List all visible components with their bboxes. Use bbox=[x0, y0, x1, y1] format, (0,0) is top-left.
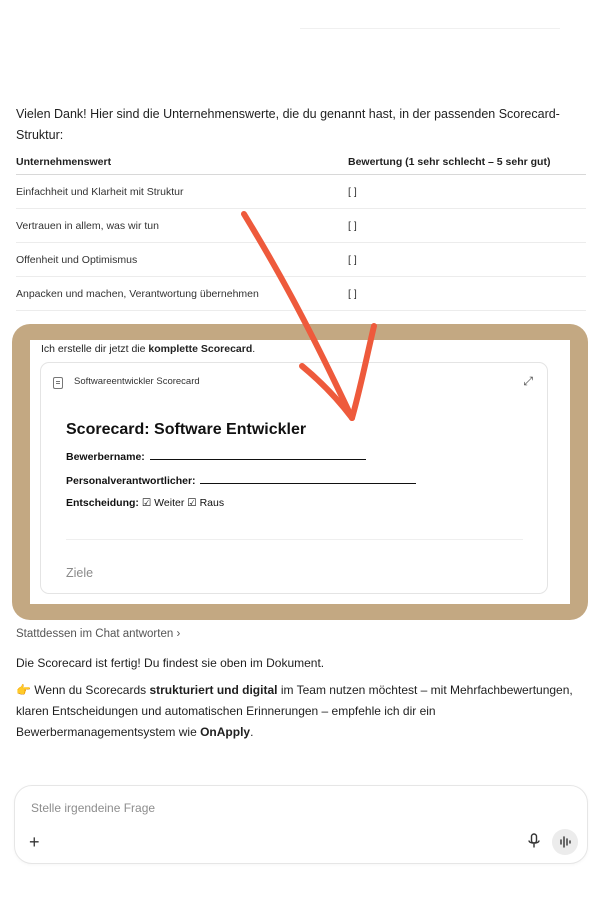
applicant-label: Bewerbername: bbox=[66, 451, 145, 463]
table-row bbox=[16, 277, 586, 311]
voice-mode-icon[interactable] bbox=[552, 829, 578, 855]
table-cell-rating: [ ] bbox=[348, 175, 586, 209]
table-cell-rating: [ ] bbox=[348, 209, 586, 243]
decision-option-out: ☑ Raus bbox=[187, 497, 225, 509]
document-title: Softwareentwickler Scorecard bbox=[74, 376, 200, 387]
create-text-suffix: . bbox=[252, 343, 256, 355]
table-cell-value: Anpacken und machen, Verantwortung übernehmen bbox=[16, 277, 348, 311]
top-divider bbox=[300, 28, 560, 29]
assistant-intro-text: Vielen Dank! Hier sind die Unternehmenswerte, die du genannt hast, in der passenden Scorecard-Struktur: bbox=[16, 107, 560, 142]
promo-part-3: . bbox=[250, 725, 254, 739]
hr-blank-line bbox=[200, 473, 416, 484]
decision-field bbox=[66, 497, 224, 509]
scorecard-heading: Scorecard: Software Entwickler bbox=[66, 421, 307, 438]
table-row bbox=[16, 243, 586, 277]
table-header-row bbox=[16, 150, 586, 175]
decision-label: Entscheidung: bbox=[66, 497, 139, 509]
create-text-prefix: Ich erstelle dir jetzt die bbox=[41, 343, 149, 355]
promo-text bbox=[16, 680, 586, 743]
document-icon bbox=[53, 377, 63, 389]
table-cell-value: Vertrauen in allem, was wir tun bbox=[16, 209, 348, 243]
hr-label: Personalverantwortlicher: bbox=[66, 475, 196, 487]
chat-composer bbox=[14, 785, 588, 864]
highlight-frame bbox=[12, 324, 588, 620]
message-input[interactable]: Stelle irgendeine Frage bbox=[31, 801, 156, 815]
create-scorecard-text bbox=[41, 343, 255, 355]
highlight-content bbox=[30, 340, 570, 604]
scorecard-document-card[interactable] bbox=[40, 362, 548, 594]
table-cell-value: Einfachheit und Klarheit mit Struktur bbox=[16, 175, 348, 209]
table-row bbox=[16, 175, 586, 209]
scorecard-done-text: Die Scorecard ist fertig! Du findest sie oben im Dokument. bbox=[16, 656, 325, 670]
table-cell-rating: [ ] bbox=[348, 277, 586, 311]
microphone-icon[interactable] bbox=[525, 832, 543, 850]
pointing-hand-icon: 👉 bbox=[16, 683, 31, 697]
table-header-rating: Bewertung (1 sehr schlecht – 5 sehr gut) bbox=[348, 150, 586, 175]
decision-option-continue: ☑ Weiter bbox=[141, 497, 185, 509]
promo-bold-2: OnApply bbox=[200, 725, 251, 739]
promo-part-1: Wenn du Scorecards bbox=[30, 683, 150, 697]
promo-bold-1: strukturiert und digital bbox=[149, 683, 278, 697]
hr-field bbox=[66, 473, 416, 487]
create-text-bold: komplette Scorecard bbox=[148, 343, 253, 355]
table-cell-rating: [ ] bbox=[348, 243, 586, 277]
plus-icon[interactable]: + bbox=[29, 832, 40, 852]
table-row bbox=[16, 209, 586, 243]
document-card-header[interactable] bbox=[41, 363, 547, 401]
section-goals-heading: Ziele bbox=[66, 566, 94, 580]
table-header-value: Unternehmenswert bbox=[16, 150, 348, 175]
values-table bbox=[16, 150, 586, 311]
applicant-field bbox=[66, 449, 366, 463]
answer-in-chat-link[interactable]: Stattdessen im Chat antworten › bbox=[16, 628, 181, 640]
document-divider bbox=[66, 539, 523, 540]
table-cell-value: Offenheit und Optimismus bbox=[16, 243, 348, 277]
applicant-blank-line bbox=[150, 449, 366, 460]
expand-icon[interactable]: ⤢ bbox=[523, 374, 533, 388]
promo-part-2: im Team nutzen möchtest – mit Mehrfachbewertungen, klaren Entscheidungen und automatischen Erinnerungen – empfehle ich dir ein Bewerbermanagementsystem wie bbox=[16, 683, 573, 739]
